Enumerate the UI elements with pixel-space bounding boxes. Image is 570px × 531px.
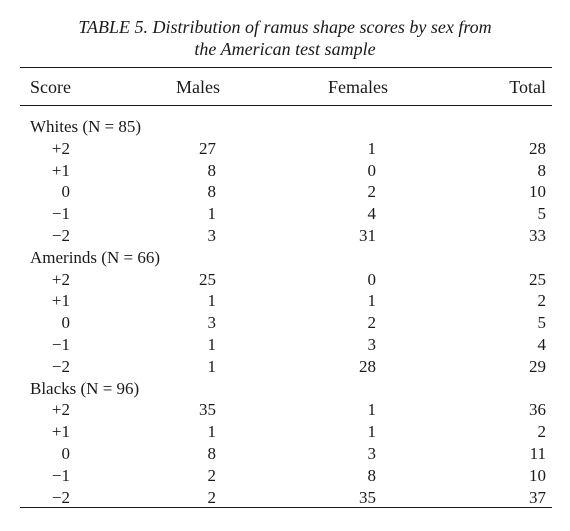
table-row	[0, 312, 570, 334]
cell-males: 1	[207, 291, 216, 311]
cell-males: 2	[207, 487, 216, 507]
cell-males: 1	[207, 356, 216, 376]
table-row	[0, 487, 570, 509]
cell-females: 1	[367, 138, 376, 158]
cell-score: +1	[51, 422, 70, 442]
cell-females: 35	[359, 487, 376, 507]
cell-males: 3	[207, 225, 216, 245]
header-rule	[20, 105, 552, 106]
cell-females: 1	[367, 291, 376, 311]
cell-total: 33	[529, 225, 546, 245]
cell-males: 25	[199, 269, 216, 289]
cell-females: 0	[367, 269, 376, 289]
cell-total: 10	[529, 182, 546, 202]
cell-total: 36	[529, 400, 546, 420]
cell-score: +2	[51, 269, 70, 289]
cell-females: 4	[367, 204, 376, 224]
cell-score: 0	[61, 182, 70, 202]
cell-females: 28	[359, 356, 376, 376]
table-header	[0, 74, 570, 100]
column-header-total: Total	[509, 77, 546, 97]
caption-line-1: TABLE 5. Distribution of ramus shape scores by sex from	[78, 17, 492, 37]
cell-males: 1	[207, 204, 216, 224]
table-row	[0, 203, 570, 225]
table-row	[0, 290, 570, 312]
cell-males: 8	[207, 160, 216, 180]
cell-score: +1	[51, 160, 70, 180]
table-row	[0, 465, 570, 487]
cell-total: 28	[529, 138, 546, 158]
cell-score: −1	[51, 465, 70, 485]
cell-males: 8	[207, 443, 216, 463]
table-row	[0, 356, 570, 378]
group-title: Whites (N = 85)	[30, 117, 142, 136]
cell-score: +2	[51, 400, 70, 420]
cell-females: 1	[367, 422, 376, 442]
cell-males: 2	[207, 465, 216, 485]
cell-total: 25	[529, 269, 546, 289]
cell-total: 2	[537, 291, 546, 311]
cell-total: 10	[529, 465, 546, 485]
cell-score: +2	[51, 138, 70, 158]
cell-score: −2	[51, 487, 70, 507]
cell-females: 8	[367, 465, 376, 485]
cell-total: 5	[537, 313, 546, 333]
cell-total: 5	[537, 204, 546, 224]
cell-females: 3	[367, 334, 376, 354]
bottom-rule	[20, 507, 552, 508]
cell-total: 8	[537, 160, 546, 180]
caption-line-2: the American test sample	[194, 39, 376, 59]
table-row	[0, 421, 570, 443]
table-caption	[20, 16, 550, 60]
table-row	[0, 138, 570, 160]
group-title: Amerinds (N = 66)	[30, 247, 160, 267]
cell-total: 37	[529, 487, 546, 507]
cell-females: 2	[367, 182, 376, 202]
table-row	[0, 160, 570, 182]
cell-females: 31	[359, 225, 376, 245]
table-row	[0, 181, 570, 203]
column-header-score: Score	[30, 77, 71, 97]
cell-score: −1	[51, 204, 70, 224]
cell-males: 1	[207, 422, 216, 442]
cell-males: 1	[207, 334, 216, 354]
table-body	[0, 116, 570, 508]
cell-total: 11	[529, 443, 546, 463]
cell-score: −2	[51, 225, 70, 245]
cell-total: 29	[529, 356, 546, 376]
cell-score: −2	[51, 356, 70, 376]
cell-total: 4	[537, 334, 546, 354]
table-row	[0, 399, 570, 421]
cell-score: +1	[51, 291, 70, 311]
table-row	[0, 334, 570, 356]
table-row	[0, 269, 570, 291]
cell-females: 1	[367, 400, 376, 420]
cell-females: 2	[367, 313, 376, 333]
table-row	[0, 443, 570, 465]
column-header-males: Males	[176, 77, 220, 97]
table-row	[0, 225, 570, 247]
cell-females: 0	[367, 160, 376, 180]
top-rule	[20, 67, 552, 68]
cell-females: 3	[367, 443, 376, 463]
cell-males: 8	[207, 182, 216, 202]
cell-score: −1	[51, 334, 70, 354]
cell-score: 0	[61, 443, 70, 463]
column-header-females: Females	[328, 77, 388, 97]
cell-score: 0	[61, 313, 70, 333]
cell-males: 27	[199, 138, 216, 158]
cell-males: 35	[199, 400, 216, 420]
group-title: Blacks (N = 96)	[30, 378, 140, 398]
cell-total: 2	[537, 422, 546, 442]
cell-males: 3	[207, 313, 216, 333]
